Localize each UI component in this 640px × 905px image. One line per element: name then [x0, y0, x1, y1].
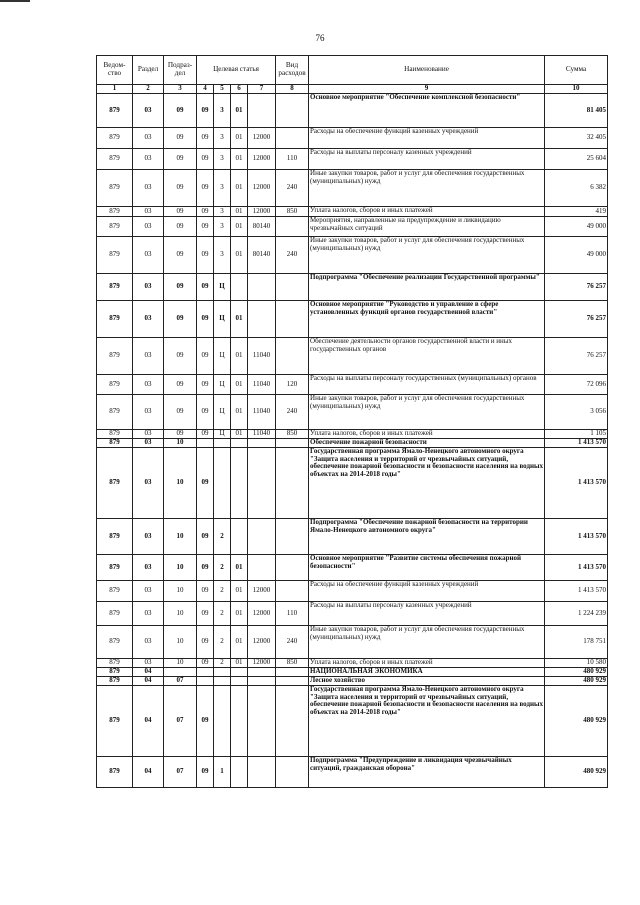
cell-department: 879	[97, 274, 133, 301]
cell-department: 879	[97, 170, 133, 207]
cell-amount: 72 096	[545, 375, 608, 395]
cell-subprogram: 3	[214, 237, 231, 274]
cell-subprogram: 1	[214, 757, 231, 788]
cell-amount: 32 405	[545, 128, 608, 149]
cell-program: 09	[197, 94, 214, 128]
cell-amount: 76 257	[545, 338, 608, 375]
table-row	[97, 375, 608, 395]
cell-subprogram: 3	[214, 170, 231, 207]
cell-amount: 1 413 570	[545, 439, 608, 448]
cell-subprogram: 2	[214, 555, 231, 581]
cell-program	[197, 439, 214, 448]
column-number: 2	[133, 85, 164, 94]
cell-name: Государственная программа Ямало-Ненецкого автономного округа "Защита населения и территорий от чрезвычайных ситуаций, обеспечение пожарной безопасности и безопасности населения на водных объектах на 2014-2018 годы"	[309, 686, 545, 757]
cell-amount: 419	[545, 207, 608, 217]
cell-event	[231, 448, 248, 519]
cell-direction	[248, 519, 276, 555]
cell-amount: 1 413 570	[545, 581, 608, 602]
cell-expense-type	[276, 581, 309, 602]
cell-subprogram: 2	[214, 602, 231, 626]
table-row	[97, 149, 608, 170]
table-row	[97, 430, 608, 439]
cell-department: 879	[97, 207, 133, 217]
cell-subprogram: 2	[214, 519, 231, 555]
cell-section: 03	[133, 448, 164, 519]
cell-direction: 11040	[248, 430, 276, 439]
cell-section: 04	[133, 677, 164, 686]
cell-section: 03	[133, 519, 164, 555]
cell-expense-type	[276, 94, 309, 128]
cell-amount: 480 929	[545, 677, 608, 686]
cell-program: 09	[197, 149, 214, 170]
cell-name: Обеспечение пожарной безопасности	[309, 439, 545, 448]
cell-event	[231, 668, 248, 677]
cell-event: 01	[231, 395, 248, 430]
cell-department: 879	[97, 375, 133, 395]
cell-subsection: 10	[164, 626, 197, 659]
cell-section: 03	[133, 170, 164, 207]
cell-direction: 12000	[248, 626, 276, 659]
cell-amount: 480 929	[545, 668, 608, 677]
cell-direction: 11040	[248, 395, 276, 430]
cell-subprogram: 2	[214, 581, 231, 602]
cell-event	[231, 686, 248, 757]
header-section: Раздел	[133, 56, 164, 85]
cell-expense-type: 110	[276, 602, 309, 626]
cell-name: Расходы на выплаты персоналу казенных учреждений	[309, 149, 545, 170]
cell-subsection: 09	[164, 237, 197, 274]
cell-expense-type	[276, 519, 309, 555]
cell-department: 879	[97, 602, 133, 626]
cell-amount: 1 105	[545, 430, 608, 439]
corner-mark	[0, 0, 30, 2]
cell-program	[197, 668, 214, 677]
cell-subsection: 09	[164, 338, 197, 375]
cell-name: Расходы на обеспечение функций казенных учреждений	[309, 128, 545, 149]
cell-direction: 12000	[248, 581, 276, 602]
cell-name: Иные закупки товаров, работ и услуг для обеспечения государственных (муниципальных) нужд	[309, 626, 545, 659]
cell-name: Подпрограмма "Обеспечение пожарной безопасности на территории Ямало-Ненецкого автономного округа"	[309, 519, 545, 555]
cell-direction: 80140	[248, 217, 276, 237]
cell-event: 01	[231, 626, 248, 659]
cell-subprogram: 3	[214, 207, 231, 217]
cell-subsection: 09	[164, 430, 197, 439]
cell-direction: 12000	[248, 207, 276, 217]
cell-event: 01	[231, 207, 248, 217]
cell-subsection: 09	[164, 301, 197, 338]
cell-event	[231, 274, 248, 301]
cell-event: 01	[231, 430, 248, 439]
cell-amount: 76 257	[545, 274, 608, 301]
cell-subprogram: 2	[214, 626, 231, 659]
cell-subsection: 09	[164, 395, 197, 430]
cell-subsection: 09	[164, 217, 197, 237]
cell-amount: 1 413 570	[545, 448, 608, 519]
cell-expense-type	[276, 301, 309, 338]
cell-event	[231, 757, 248, 788]
cell-direction: 80140	[248, 237, 276, 274]
cell-department: 879	[97, 668, 133, 677]
table-row	[97, 519, 608, 555]
cell-subprogram: Ц	[214, 274, 231, 301]
cell-section: 03	[133, 237, 164, 274]
cell-amount: 178 751	[545, 626, 608, 659]
cell-name: Обеспечение деятельности органов государственной власти и иных государственных органов	[309, 338, 545, 375]
cell-event: 01	[231, 581, 248, 602]
cell-department: 879	[97, 94, 133, 128]
cell-name: Расходы на обеспечение функций казенных учреждений	[309, 581, 545, 602]
cell-name: Основное мероприятие "Обеспечение комплексной безопасности"	[309, 94, 545, 128]
table-row	[97, 555, 608, 581]
header-row	[97, 56, 608, 85]
cell-program: 09	[197, 430, 214, 439]
column-number: 9	[309, 85, 545, 94]
cell-program: 09	[197, 237, 214, 274]
cell-name: Основное мероприятие "Руководство и управление в сфере установленных функций органов государственной власти"	[309, 301, 545, 338]
column-number: 5	[214, 85, 231, 94]
cell-amount: 49 000	[545, 217, 608, 237]
cell-event: 01	[231, 149, 248, 170]
cell-amount: 10 580	[545, 659, 608, 668]
cell-program: 09	[197, 555, 214, 581]
cell-amount: 6 382	[545, 170, 608, 207]
cell-program: 09	[197, 659, 214, 668]
cell-section: 03	[133, 149, 164, 170]
cell-subsection: 10	[164, 555, 197, 581]
cell-section: 04	[133, 668, 164, 677]
cell-department: 879	[97, 149, 133, 170]
cell-subsection: 09	[164, 375, 197, 395]
cell-program: 09	[197, 686, 214, 757]
cell-section: 04	[133, 686, 164, 757]
cell-name: Мероприятия, направленные на предупреждение и ликвидацию чрезвычайных ситуаций	[309, 217, 545, 237]
cell-event: 01	[231, 217, 248, 237]
page-number: 76	[315, 33, 325, 43]
cell-section: 03	[133, 301, 164, 338]
cell-expense-type: 850	[276, 430, 309, 439]
cell-expense-type	[276, 128, 309, 149]
cell-subprogram	[214, 677, 231, 686]
cell-program: 09	[197, 448, 214, 519]
column-number: 6	[231, 85, 248, 94]
header-target-article: Целевая статья	[197, 56, 276, 85]
cell-expense-type	[276, 217, 309, 237]
cell-subsection: 10	[164, 581, 197, 602]
cell-subsection: 07	[164, 677, 197, 686]
cell-subsection: 09	[164, 94, 197, 128]
cell-amount: 25 604	[545, 149, 608, 170]
cell-subsection: 10	[164, 448, 197, 519]
cell-event: 01	[231, 94, 248, 128]
cell-program: 09	[197, 207, 214, 217]
cell-name: Иные закупки товаров, работ и услуг для обеспечения государственных (муниципальных) нужд	[309, 170, 545, 207]
cell-program: 09	[197, 217, 214, 237]
column-number: 10	[545, 85, 608, 94]
cell-name: Уплата налогов, сборов и иных платежей	[309, 430, 545, 439]
cell-direction	[248, 686, 276, 757]
header-subsection: Подраз-дел	[164, 56, 197, 85]
cell-section: 03	[133, 581, 164, 602]
table-row	[97, 338, 608, 375]
cell-subsection: 09	[164, 207, 197, 217]
cell-program: 09	[197, 602, 214, 626]
cell-subprogram: Ц	[214, 375, 231, 395]
cell-subsection: 10	[164, 439, 197, 448]
cell-department: 879	[97, 338, 133, 375]
cell-expense-type	[276, 439, 309, 448]
cell-name: Расходы на выплаты персоналу государственных (муниципальных) органов	[309, 375, 545, 395]
cell-name: Основное мероприятие "Развитие системы обеспечения пожарной безопасности"	[309, 555, 545, 581]
budget-table	[96, 55, 608, 788]
table-row	[97, 439, 608, 448]
cell-direction	[248, 668, 276, 677]
cell-amount: 1 413 570	[545, 519, 608, 555]
cell-subprogram	[214, 668, 231, 677]
cell-department: 879	[97, 448, 133, 519]
cell-direction: 12000	[248, 149, 276, 170]
cell-expense-type	[276, 274, 309, 301]
cell-program: 09	[197, 626, 214, 659]
cell-section: 03	[133, 439, 164, 448]
cell-subprogram: Ц	[214, 395, 231, 430]
cell-section: 03	[133, 274, 164, 301]
cell-program: 09	[197, 338, 214, 375]
cell-direction	[248, 757, 276, 788]
cell-event: 01	[231, 170, 248, 207]
cell-direction: 12000	[248, 659, 276, 668]
cell-subsection: 09	[164, 274, 197, 301]
cell-program: 09	[197, 395, 214, 430]
cell-department: 879	[97, 395, 133, 430]
table-row	[97, 448, 608, 519]
cell-expense-type	[276, 338, 309, 375]
cell-section: 03	[133, 602, 164, 626]
cell-department: 879	[97, 128, 133, 149]
cell-name: Расходы на выплаты персоналу казенных учреждений	[309, 602, 545, 626]
cell-direction	[248, 301, 276, 338]
cell-department: 879	[97, 439, 133, 448]
cell-direction: 11040	[248, 338, 276, 375]
cell-name: Уплата налогов, сборов и иных платежей	[309, 207, 545, 217]
column-number: 1	[97, 85, 133, 94]
cell-section: 03	[133, 395, 164, 430]
cell-section: 03	[133, 207, 164, 217]
cell-direction	[248, 274, 276, 301]
cell-department: 879	[97, 626, 133, 659]
cell-event: 01	[231, 602, 248, 626]
header-amount: Сумма	[545, 56, 608, 85]
cell-name: НАЦИОНАЛЬНАЯ ЭКОНОМИКА	[309, 668, 545, 677]
header-name: Наименование	[309, 56, 545, 85]
cell-event	[231, 677, 248, 686]
cell-section: 03	[133, 555, 164, 581]
cell-subprogram: 3	[214, 217, 231, 237]
cell-event: 01	[231, 237, 248, 274]
cell-program	[197, 677, 214, 686]
cell-name: Подпрограмма "Предупреждение и ликвидация чрезвычайных ситуаций, гражданская оборона"	[309, 757, 545, 788]
cell-section: 03	[133, 375, 164, 395]
cell-program: 09	[197, 375, 214, 395]
table-row	[97, 217, 608, 237]
cell-department: 879	[97, 555, 133, 581]
cell-direction	[248, 448, 276, 519]
cell-amount: 76 257	[545, 301, 608, 338]
cell-direction	[248, 439, 276, 448]
cell-subprogram	[214, 686, 231, 757]
table-row	[97, 301, 608, 338]
cell-expense-type: 850	[276, 659, 309, 668]
cell-department: 879	[97, 237, 133, 274]
cell-section: 03	[133, 659, 164, 668]
cell-subprogram	[214, 439, 231, 448]
cell-direction	[248, 677, 276, 686]
cell-subprogram: 3	[214, 149, 231, 170]
cell-section: 03	[133, 430, 164, 439]
table-row	[97, 677, 608, 686]
table-row	[97, 602, 608, 626]
cell-subsection: 09	[164, 170, 197, 207]
table-row	[97, 237, 608, 274]
cell-subprogram: 3	[214, 94, 231, 128]
cell-subprogram	[214, 448, 231, 519]
cell-amount: 1 224 239	[545, 602, 608, 626]
table-row	[97, 659, 608, 668]
cell-direction: 12000	[248, 128, 276, 149]
cell-direction: 12000	[248, 170, 276, 207]
cell-name: Лесное хозяйство	[309, 677, 545, 686]
cell-program: 09	[197, 301, 214, 338]
cell-program: 09	[197, 581, 214, 602]
table-row	[97, 170, 608, 207]
cell-event: 01	[231, 555, 248, 581]
cell-subsection: 09	[164, 149, 197, 170]
table-row	[97, 207, 608, 217]
cell-program: 09	[197, 757, 214, 788]
cell-expense-type: 240	[276, 237, 309, 274]
cell-program: 09	[197, 170, 214, 207]
cell-event: 01	[231, 375, 248, 395]
cell-name: Иные закупки товаров, работ и услуг для обеспечения государственных (муниципальных) нужд	[309, 237, 545, 274]
cell-event: 01	[231, 659, 248, 668]
cell-event: 01	[231, 128, 248, 149]
cell-subsection: 10	[164, 519, 197, 555]
cell-department: 879	[97, 217, 133, 237]
cell-expense-type: 120	[276, 375, 309, 395]
cell-direction	[248, 555, 276, 581]
cell-subsection: 07	[164, 757, 197, 788]
cell-subprogram: Ц	[214, 430, 231, 439]
cell-amount: 3 056	[545, 395, 608, 430]
cell-amount: 49 000	[545, 237, 608, 274]
cell-section: 03	[133, 128, 164, 149]
cell-expense-type: 110	[276, 149, 309, 170]
cell-event	[231, 439, 248, 448]
cell-subsection: 10	[164, 659, 197, 668]
cell-name: Уплата налогов, сборов и иных платежей	[309, 659, 545, 668]
cell-amount: 81 405	[545, 94, 608, 128]
cell-event: 01	[231, 301, 248, 338]
cell-direction: 12000	[248, 602, 276, 626]
cell-subsection: 07	[164, 686, 197, 757]
cell-name: Подпрограмма "Обеспечение реализации Государственной программы"	[309, 274, 545, 301]
cell-subsection	[164, 668, 197, 677]
cell-department: 879	[97, 519, 133, 555]
column-number: 7	[248, 85, 276, 94]
column-number-row	[97, 85, 608, 94]
table-row	[97, 668, 608, 677]
cell-amount: 1 413 570	[545, 555, 608, 581]
table-row	[97, 274, 608, 301]
cell-section: 03	[133, 217, 164, 237]
cell-direction: 11040	[248, 375, 276, 395]
cell-subsection: 10	[164, 602, 197, 626]
cell-expense-type	[276, 668, 309, 677]
cell-program: 09	[197, 274, 214, 301]
cell-expense-type	[276, 448, 309, 519]
table-row	[97, 686, 608, 757]
cell-expense-type	[276, 686, 309, 757]
cell-expense-type	[276, 677, 309, 686]
cell-expense-type	[276, 555, 309, 581]
cell-department: 879	[97, 686, 133, 757]
header-expense-type: Вид расходов	[276, 56, 309, 85]
cell-department: 879	[97, 581, 133, 602]
cell-subprogram: Ц	[214, 301, 231, 338]
cell-event	[231, 519, 248, 555]
cell-department: 879	[97, 659, 133, 668]
cell-expense-type: 240	[276, 170, 309, 207]
cell-subprogram: 2	[214, 659, 231, 668]
table-row	[97, 581, 608, 602]
cell-section: 03	[133, 94, 164, 128]
cell-section: 03	[133, 338, 164, 375]
cell-expense-type: 240	[276, 626, 309, 659]
cell-amount: 480 929	[545, 686, 608, 757]
table-row	[97, 94, 608, 128]
table-row	[97, 128, 608, 149]
header-department: Ведом-ство	[97, 56, 133, 85]
cell-department: 879	[97, 677, 133, 686]
cell-subsection: 09	[164, 128, 197, 149]
cell-expense-type	[276, 757, 309, 788]
cell-department: 879	[97, 301, 133, 338]
cell-expense-type: 850	[276, 207, 309, 217]
table-row	[97, 626, 608, 659]
cell-name: Иные закупки товаров, работ и услуг для обеспечения государственных (муниципальных) нужд	[309, 395, 545, 430]
cell-department: 879	[97, 757, 133, 788]
column-number: 8	[276, 85, 309, 94]
cell-program: 09	[197, 128, 214, 149]
cell-section: 03	[133, 626, 164, 659]
table-row	[97, 757, 608, 788]
cell-subprogram: Ц	[214, 338, 231, 375]
cell-name: Государственная программа Ямало-Ненецкого автономного округа "Защита населения и территорий от чрезвычайных ситуаций, обеспечение пожарной безопасности и безопасности населения на водных объектах на 2014-2018 годы"	[309, 448, 545, 519]
column-number: 4	[197, 85, 214, 94]
column-number: 3	[164, 85, 197, 94]
cell-expense-type: 240	[276, 395, 309, 430]
table-row	[97, 395, 608, 430]
table-body	[97, 94, 608, 788]
cell-event: 01	[231, 338, 248, 375]
cell-department: 879	[97, 430, 133, 439]
cell-subprogram: 3	[214, 128, 231, 149]
cell-section: 04	[133, 757, 164, 788]
cell-program: 09	[197, 519, 214, 555]
cell-direction	[248, 94, 276, 128]
cell-amount: 480 929	[545, 757, 608, 788]
